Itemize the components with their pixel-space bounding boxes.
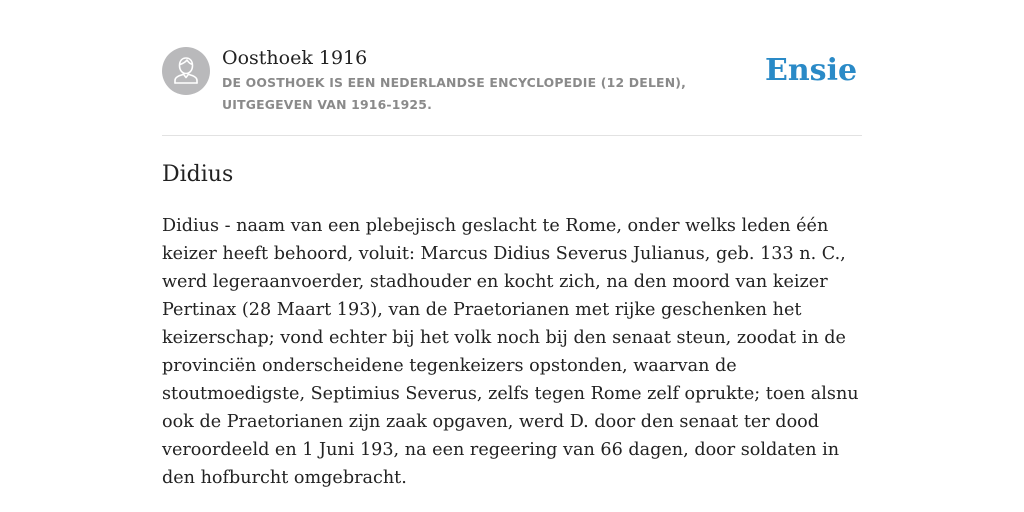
source-description: DE OOSTHOEK IS EEN NEDERLANDSE ENCYCLOPEDIE (12 DELEN), UITGEGEVEN VAN 1916-1925.: [222, 75, 687, 112]
article-body: Didius - naam van een plebejisch geslacht te Rome, onder welks leden één keizer heeft behoord, voluit: Marcus Didius Severus Julianus, geb. 133 n. C., werd legeraanvoerder, stadhouder en kocht zich, na den moord van keizer Pertinax (28 Maart 193), van de Praetorianen met rijke geschenken het keizerschap; vond echter bij het volk noch bij den senaat steun, zoodat in de provinciën onderscheidene tegenkeizers opstonden, waarvan de stoutmoedigste, Septimius Severus, zelfs tegen Rome zelf oprukte; toen alsnu ook de Praetorianen zijn zaak opgaven, werd D. door den senaat ter dood veroordeeld en 1 Juni 193, na een regeering van 66 dagen, door soldaten in den hofburcht omgebracht.: [162, 216, 859, 488]
user-placeholder-icon: [162, 47, 210, 95]
divider: [162, 135, 862, 136]
article-title: Didius: [162, 162, 234, 187]
source-name[interactable]: Oosthoek 1916: [222, 47, 368, 69]
source-header: [162, 46, 862, 116]
ensie-logo[interactable]: Ensie: [765, 53, 858, 88]
